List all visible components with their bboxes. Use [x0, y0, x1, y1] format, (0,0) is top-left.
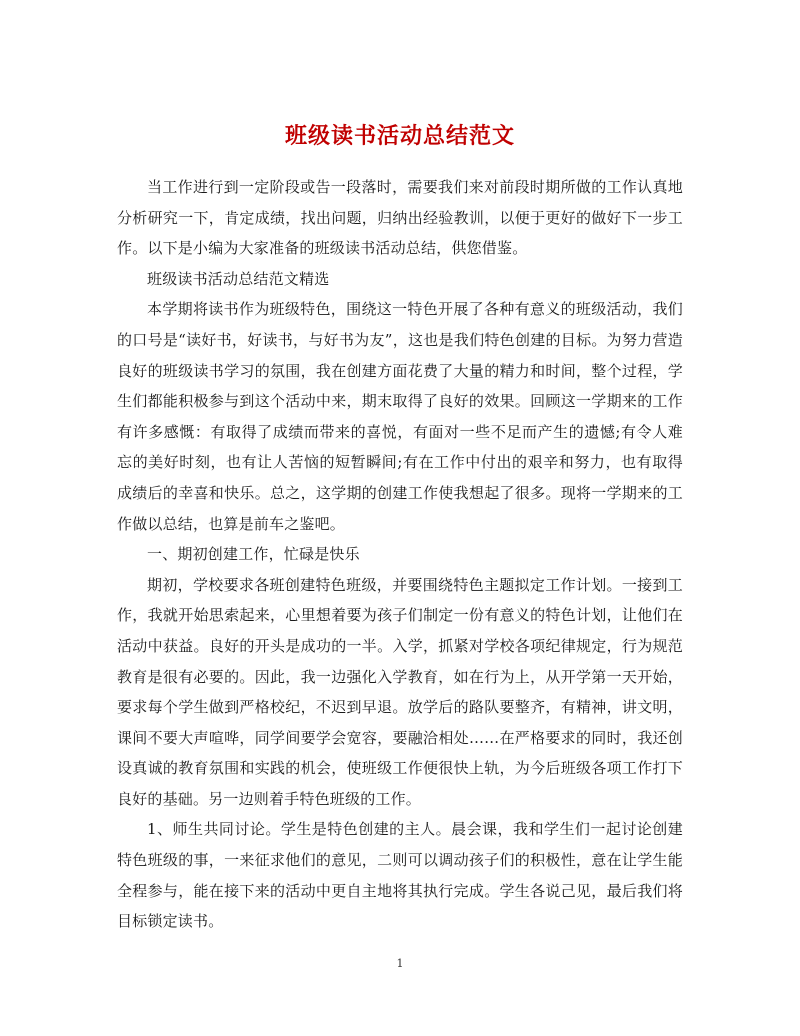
- section-heading-1: 一、期初创建工作，忙碌是快乐: [147, 545, 360, 564]
- discussion-paragraph: 1、师生共同讨论。学生是特色创建的主人。晨会课，我和学生们一起讨论创建特色班级的事，一来征求他们的意见，二则可以调动孩子们的积极性，意在让学生能全程参与，能在接下来的活动中更自主地将其执行完成。学生各说己见，最后我们将目标锁定读书。: [117, 820, 683, 931]
- section-1-paragraph: 期初，学校要求各班创建特色班级，并要围绕特色主题拟定工作计划。一接到工作，我就开始思索起来，心里想着要为孩子们制定一份有意义的特色计划，让他们在活动中获益。良好的开头是成功的一半。入学，抓紧对学校各项纪律规定，行为规范教育是很有必要的。因此，我一边强化入学教育，如在行为上，从开学第一天开始，要求每个学生做到严格校纪，不迟到早退。放学后的路队要整齐，有精神，讲文明，课间不要大声喧哗，同学间要学会宽容，要融洽相处……在严格要求的同时，我还创设真诚的教育氛围和实践的机会，使班级工作便很快上轨，为今后班级各项工作打下良好的基础。另一边则着手特色班级的工作。: [117, 575, 683, 808]
- overview-paragraph: 本学期将读书作为班级特色，围绕这一特色开展了各种有意义的班级活动，我们的口号是“读好书，好读书，与好书为友”，这也是我们特色创建的目标。为努力营造良好的班级读书学习的氛围，我在创建方面花费了大量的精力和时间，整个过程，学生们都能积极参与到这个活动中来，期末取得了良好的效果。回顾这一学期来的工作有许多感慨：有取得了成绩而带来的喜悦，有面对一些不足而产生的遗憾;有令人难忘的美好时刻，也有让人苦恼的短暂瞬间;有在工作中付出的艰辛和努力，也有取得成绩后的幸喜和快乐。总之，这学期的创建工作使我想起了很多。现将一学期来的工作做以总结，也算是前车之鉴吧。: [117, 300, 683, 533]
- intro-paragraph: 当工作进行到一定阶段或告一段落时，需要我们来对前段时期所做的工作认真地分析研究一下，肯定成绩，找出问题，归纳出经验教训，以便于更好的做好下一步工作。以下是小编为大家准备的班级读书活动总结，供您借鉴。: [117, 178, 683, 258]
- document-title: 班级读书活动总结范文: [284, 122, 515, 149]
- section-subtitle: 班级读书活动总结范文精选: [147, 269, 330, 288]
- document-body: [117, 172, 683, 937]
- page-number: 1: [396, 957, 404, 970]
